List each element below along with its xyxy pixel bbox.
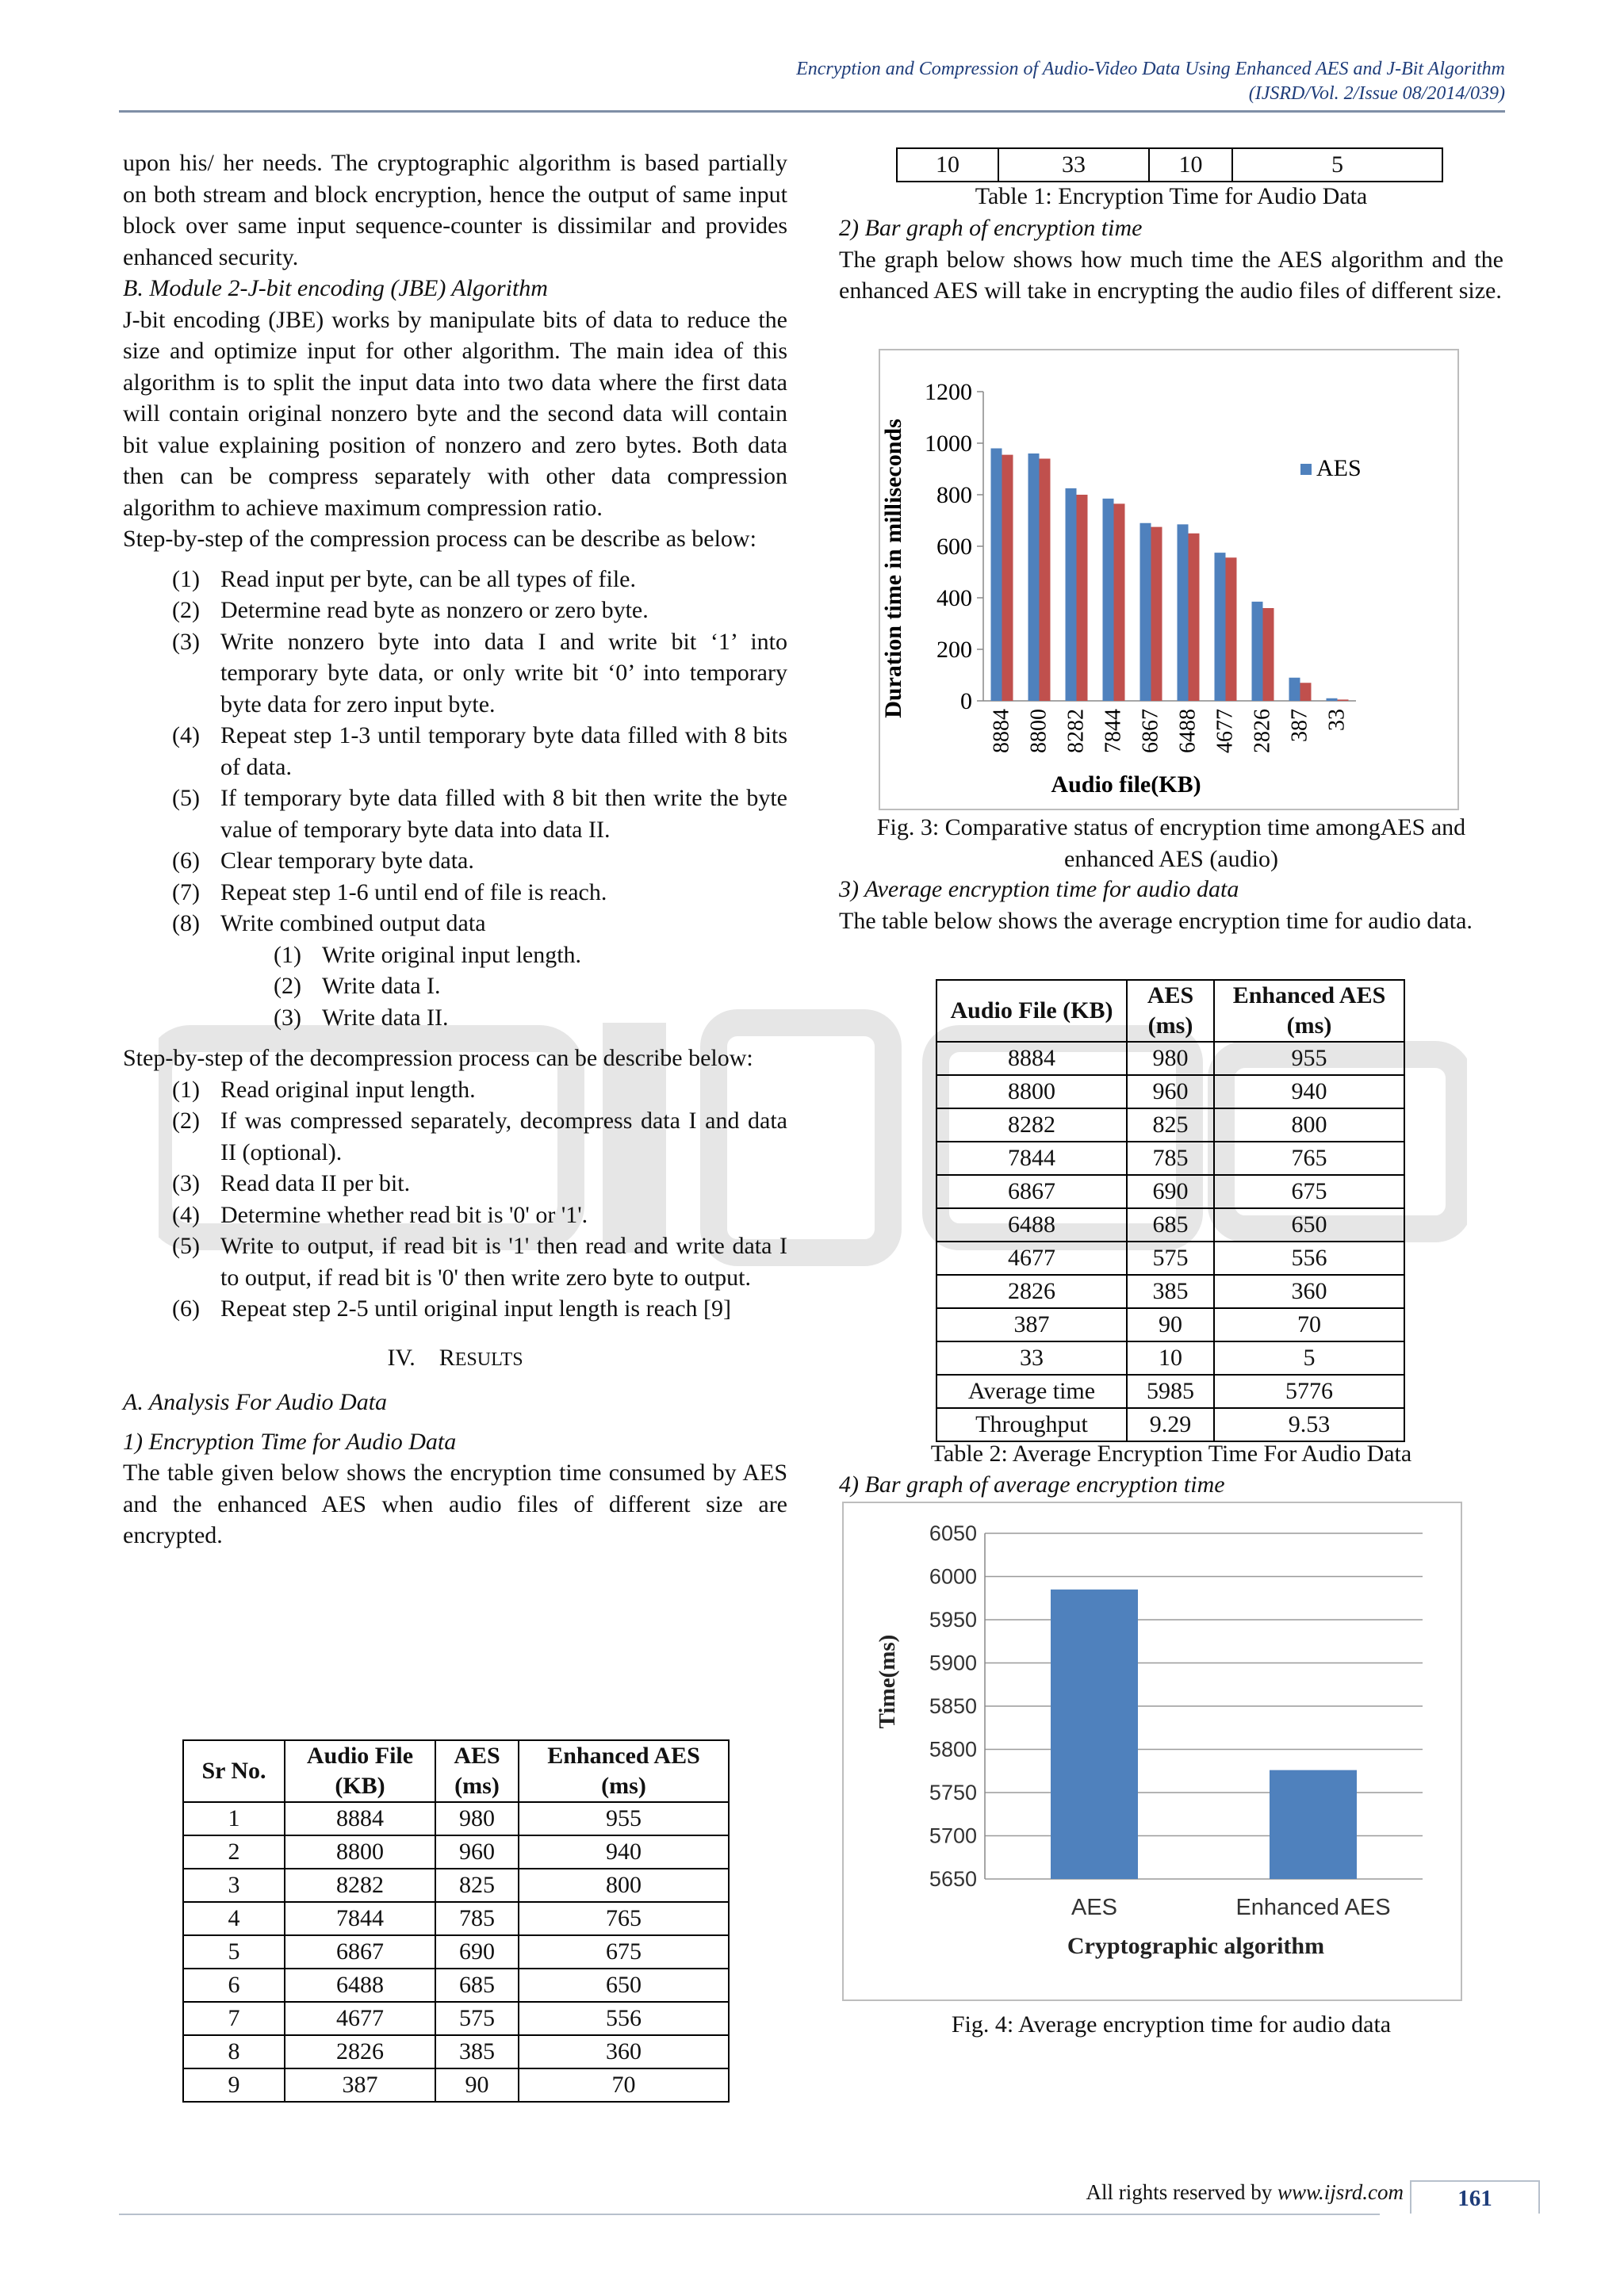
fig4-caption: Fig. 4: Average encryption time for audio data [951, 2011, 1392, 2038]
header-title: Encryption and Compression of Audio-Video Data Using Enhanced AES and J-Bit Algorithm [796, 59, 1505, 79]
y-tick-label: 400 [936, 585, 972, 611]
subsection-a-heading: A. Analysis For Audio Data [123, 1389, 388, 1415]
y-tick-label: 6000 [929, 1564, 977, 1589]
y-axis-title: Duration time in milliseconds [880, 419, 906, 718]
x-tick-label: 8800 [1026, 709, 1051, 753]
x-axis-title: Audio file(KB) [1051, 771, 1201, 798]
bar-aes [1103, 499, 1114, 701]
table-row: 1 8884 980 955 [183, 1802, 729, 1835]
list-item: (2) Determine read byte as nonzero or zero byte. [172, 597, 649, 623]
table1-caption: Table 1: Encryption Time for Audio Data [975, 183, 1368, 209]
y-tick-label: 5900 [929, 1651, 977, 1675]
y-tick-label: 200 [936, 637, 972, 663]
x-tick-label: 8884 [989, 709, 1014, 753]
x-axis-title: Cryptographic algorithm [1067, 1933, 1325, 1959]
table2-header: Enhanced AES (ms) [1214, 980, 1404, 1042]
table-row: 2 8800 960 940 [183, 1835, 729, 1869]
list-item: (1) Read original input length. [172, 1076, 476, 1103]
legend-label: AES [1316, 455, 1362, 481]
table-row: 387 90 70 [936, 1308, 1404, 1341]
table-row: 8282 825 800 [936, 1108, 1404, 1142]
bar-aes [1215, 553, 1226, 701]
bar-enhanced-aes [1226, 557, 1237, 701]
bar-enhanced-aes [1077, 495, 1088, 701]
bar-enhanced-aes [1151, 527, 1162, 701]
table-row: 4677 575 556 [936, 1242, 1404, 1275]
bar-aes [991, 449, 1002, 702]
page-number: 161 [1410, 2180, 1540, 2214]
fig4-chart [842, 1502, 1462, 2001]
bar [1051, 1590, 1138, 1879]
x-tick-label: AES [1071, 1895, 1118, 1920]
table-row: 6867 690 675 [936, 1175, 1404, 1208]
footer-rights: All rights reserved by www.ijsrd.com [1086, 2180, 1404, 2204]
paragraph-2: The graph below shows how much time the AES algorithm and the enhanced AES will take in encrypting the audio files of different size. [839, 246, 1503, 304]
bar-aes [1178, 524, 1189, 701]
x-tick-label: 6867 [1138, 709, 1163, 753]
x-tick-label: 2826 [1250, 709, 1275, 753]
intro-paragraph: upon his/ her needs. The cryptographic algorithm is based partially on both stream and block encryption, hence the output of same input block over same input sequence-counter is dissimilar and provides enhanced security. [123, 150, 787, 270]
table2-header: Audio File (KB) [936, 980, 1127, 1042]
list-item: (5) Write to output, if read bit is '1' then read and write data I to output, if read bit is '0' then write zero byte to output. [172, 1233, 787, 1291]
table-row: 3 8282 825 800 [183, 1869, 729, 1902]
list-item: (4) Repeat step 1-3 until temporary byte data filled with 8 bits of data. [172, 722, 787, 780]
y-axis-title: Time(ms) [875, 1634, 900, 1729]
compression-substeps [123, 939, 787, 1034]
list-item: (2) Write data I. [274, 973, 441, 999]
compression-steps [123, 564, 787, 939]
footer-rule [119, 2214, 1380, 2215]
fig4-chart-svg [844, 1503, 1461, 1999]
decompression-intro: Step-by-step of the decompression process can be describe below: [123, 1045, 753, 1071]
table1-intro: The table given below shows the encryption time consumed by AES and the enhanced AES when audio files of different size are encrypted. [123, 1460, 787, 1548]
table-row: 5 6867 690 675 [183, 1935, 729, 1969]
y-tick-label: 5750 [929, 1781, 977, 1804]
table-row: 6488 685 650 [936, 1208, 1404, 1242]
footer-site-link[interactable]: www.ijsrd.com [1277, 2180, 1404, 2204]
table1 [182, 1739, 730, 2103]
header-citation: (IJSRD/Vol. 2/Issue 08/2014/039) [1248, 83, 1505, 104]
list-item: (1) Write original input length. [274, 941, 582, 968]
fig3-chart [879, 349, 1459, 810]
table2-caption: Table 2: Average Encryption Time For Audio Data [930, 1441, 1412, 1467]
bar-enhanced-aes [1002, 455, 1013, 701]
decompression-steps [123, 1074, 787, 1325]
y-tick-label: 5650 [929, 1867, 977, 1891]
table-row: 33 10 5 [936, 1341, 1404, 1375]
bar-aes [1289, 678, 1300, 701]
table-row: 10 33 10 5 [897, 148, 1442, 182]
bar-enhanced-aes [1189, 534, 1200, 701]
subsection-1-heading: 1) Encryption Time for Audio Data [123, 1428, 457, 1455]
bar-enhanced-aes [1300, 683, 1312, 701]
list-item: (4) Determine whether read bit is '0' or '1'. [172, 1201, 588, 1228]
table1-header: AES (ms) [435, 1740, 519, 1802]
module-heading: B. Module 2-J-bit encoding (JBE) Algorithm [123, 275, 548, 301]
table-row: 8 2826 385 360 [183, 2035, 729, 2068]
y-tick-label: 600 [936, 534, 972, 560]
list-item: (8) Write combined output data [172, 910, 486, 936]
x-tick-label: 387 [1287, 709, 1312, 742]
subsection-3-heading: 3) Average encryption time for audio data [839, 876, 1239, 902]
legend-swatch [1300, 464, 1312, 475]
table-row: 8884 980 955 [936, 1042, 1404, 1075]
fig3-caption: Fig. 3: Comparative status of encryption time amongAES and enhanced AES (audio) [876, 814, 1466, 872]
fig3-chart-svg [880, 350, 1457, 809]
subsection-2-heading: 2) Bar graph of encryption time [839, 215, 1143, 241]
list-item: (7) Repeat step 1-6 until end of file is reach. [172, 878, 607, 905]
table-row: Average time 5985 5776 [936, 1375, 1404, 1408]
list-item: (6) Clear temporary byte data. [172, 848, 474, 874]
table2 [936, 979, 1405, 1442]
x-tick-label: 8282 [1063, 709, 1089, 753]
table1-header: Enhanced AES (ms) [519, 1740, 729, 1802]
left-column [123, 147, 787, 1552]
y-tick-label: 6050 [929, 1521, 977, 1545]
subsection-4-heading: 4) Bar graph of average encryption time [839, 1471, 1225, 1498]
paragraph-3: The table below shows the average encryption time for audio data. [839, 907, 1473, 934]
list-item: (5) If temporary byte data filled with 8 bit then write the byte value of temporary byte data into data II. [172, 785, 787, 843]
table-row: 9 387 90 70 [183, 2068, 729, 2102]
y-tick-label: 800 [936, 482, 972, 508]
list-item: (3) Write data II. [274, 1004, 449, 1031]
right-column-mid [839, 874, 1503, 936]
table1-header: Audio File (KB) [285, 1740, 435, 1802]
bar-aes [1028, 453, 1040, 701]
list-item: (3) Read data II per bit. [172, 1170, 411, 1196]
y-tick-label: 5800 [929, 1737, 977, 1762]
y-tick-label: 1200 [925, 379, 972, 405]
compression-intro: Step-by-step of the compression process can be describe as below: [123, 526, 756, 552]
y-tick-label: 1000 [925, 430, 972, 457]
bar-aes [1066, 488, 1077, 701]
list-item: (2) If was compressed separately, decompress data I and data II (optional). [172, 1108, 787, 1165]
running-header [796, 57, 1505, 106]
table-row: Throughput 9.29 9.53 [936, 1408, 1404, 1441]
table-row: 6 6488 685 650 [183, 1969, 729, 2002]
y-tick-label: 5950 [929, 1608, 977, 1632]
x-tick-label: Enhanced AES [1235, 1895, 1391, 1920]
table-row: 4 7844 785 765 [183, 1902, 729, 1935]
table1-continuation [896, 147, 1443, 182]
x-tick-label: 33 [1324, 709, 1350, 731]
header-rule [119, 110, 1505, 113]
y-tick-label: 5850 [929, 1694, 977, 1718]
list-item: (3) Write nonzero byte into data I and write bit ‘1’ into temporary byte data, or only write bit ‘0’ into temporary byte data for zero input byte. [172, 628, 787, 718]
bar [1270, 1770, 1357, 1879]
x-tick-label: 4677 [1212, 709, 1238, 753]
bar-aes [1252, 602, 1263, 701]
table2-header: AES (ms) [1127, 980, 1214, 1042]
y-tick-label: 5700 [929, 1823, 977, 1848]
list-item: (1) Read input per byte, can be all types of file. [172, 565, 636, 592]
table1-header: Sr No. [183, 1740, 285, 1802]
x-tick-label: 6488 [1175, 709, 1201, 753]
right-column-top [839, 212, 1503, 307]
bar-enhanced-aes [1114, 503, 1125, 701]
y-tick-label: 0 [960, 688, 972, 714]
table-row: 2826 385 360 [936, 1275, 1404, 1308]
module-paragraph: J-bit encoding (JBE) works by manipulate bits of data to reduce the size and optimize input for other algorithm. The main idea of this algorithm is to split the input data into two data where the first data will contain original nonzero byte and the second data will contain bit value explaining position of nonzero and zero bytes. Both data then can be compress separately with other data compression algorithm to achieve maximum compression ratio. [123, 306, 787, 521]
list-item: (6) Repeat step 2-5 until original input length is reach [9] [172, 1295, 732, 1322]
bar-enhanced-aes [1263, 608, 1274, 701]
table-row: 7 4677 575 556 [183, 2002, 729, 2035]
bar-enhanced-aes [1338, 699, 1349, 701]
bar-aes [1140, 523, 1151, 701]
table-row: 8800 960 940 [936, 1075, 1404, 1108]
bar-enhanced-aes [1040, 459, 1051, 702]
bar-aes [1327, 698, 1338, 701]
table-row: 7844 785 765 [936, 1142, 1404, 1175]
x-tick-label: 7844 [1101, 709, 1126, 753]
section-heading: IV. RESULTS [387, 1344, 523, 1371]
